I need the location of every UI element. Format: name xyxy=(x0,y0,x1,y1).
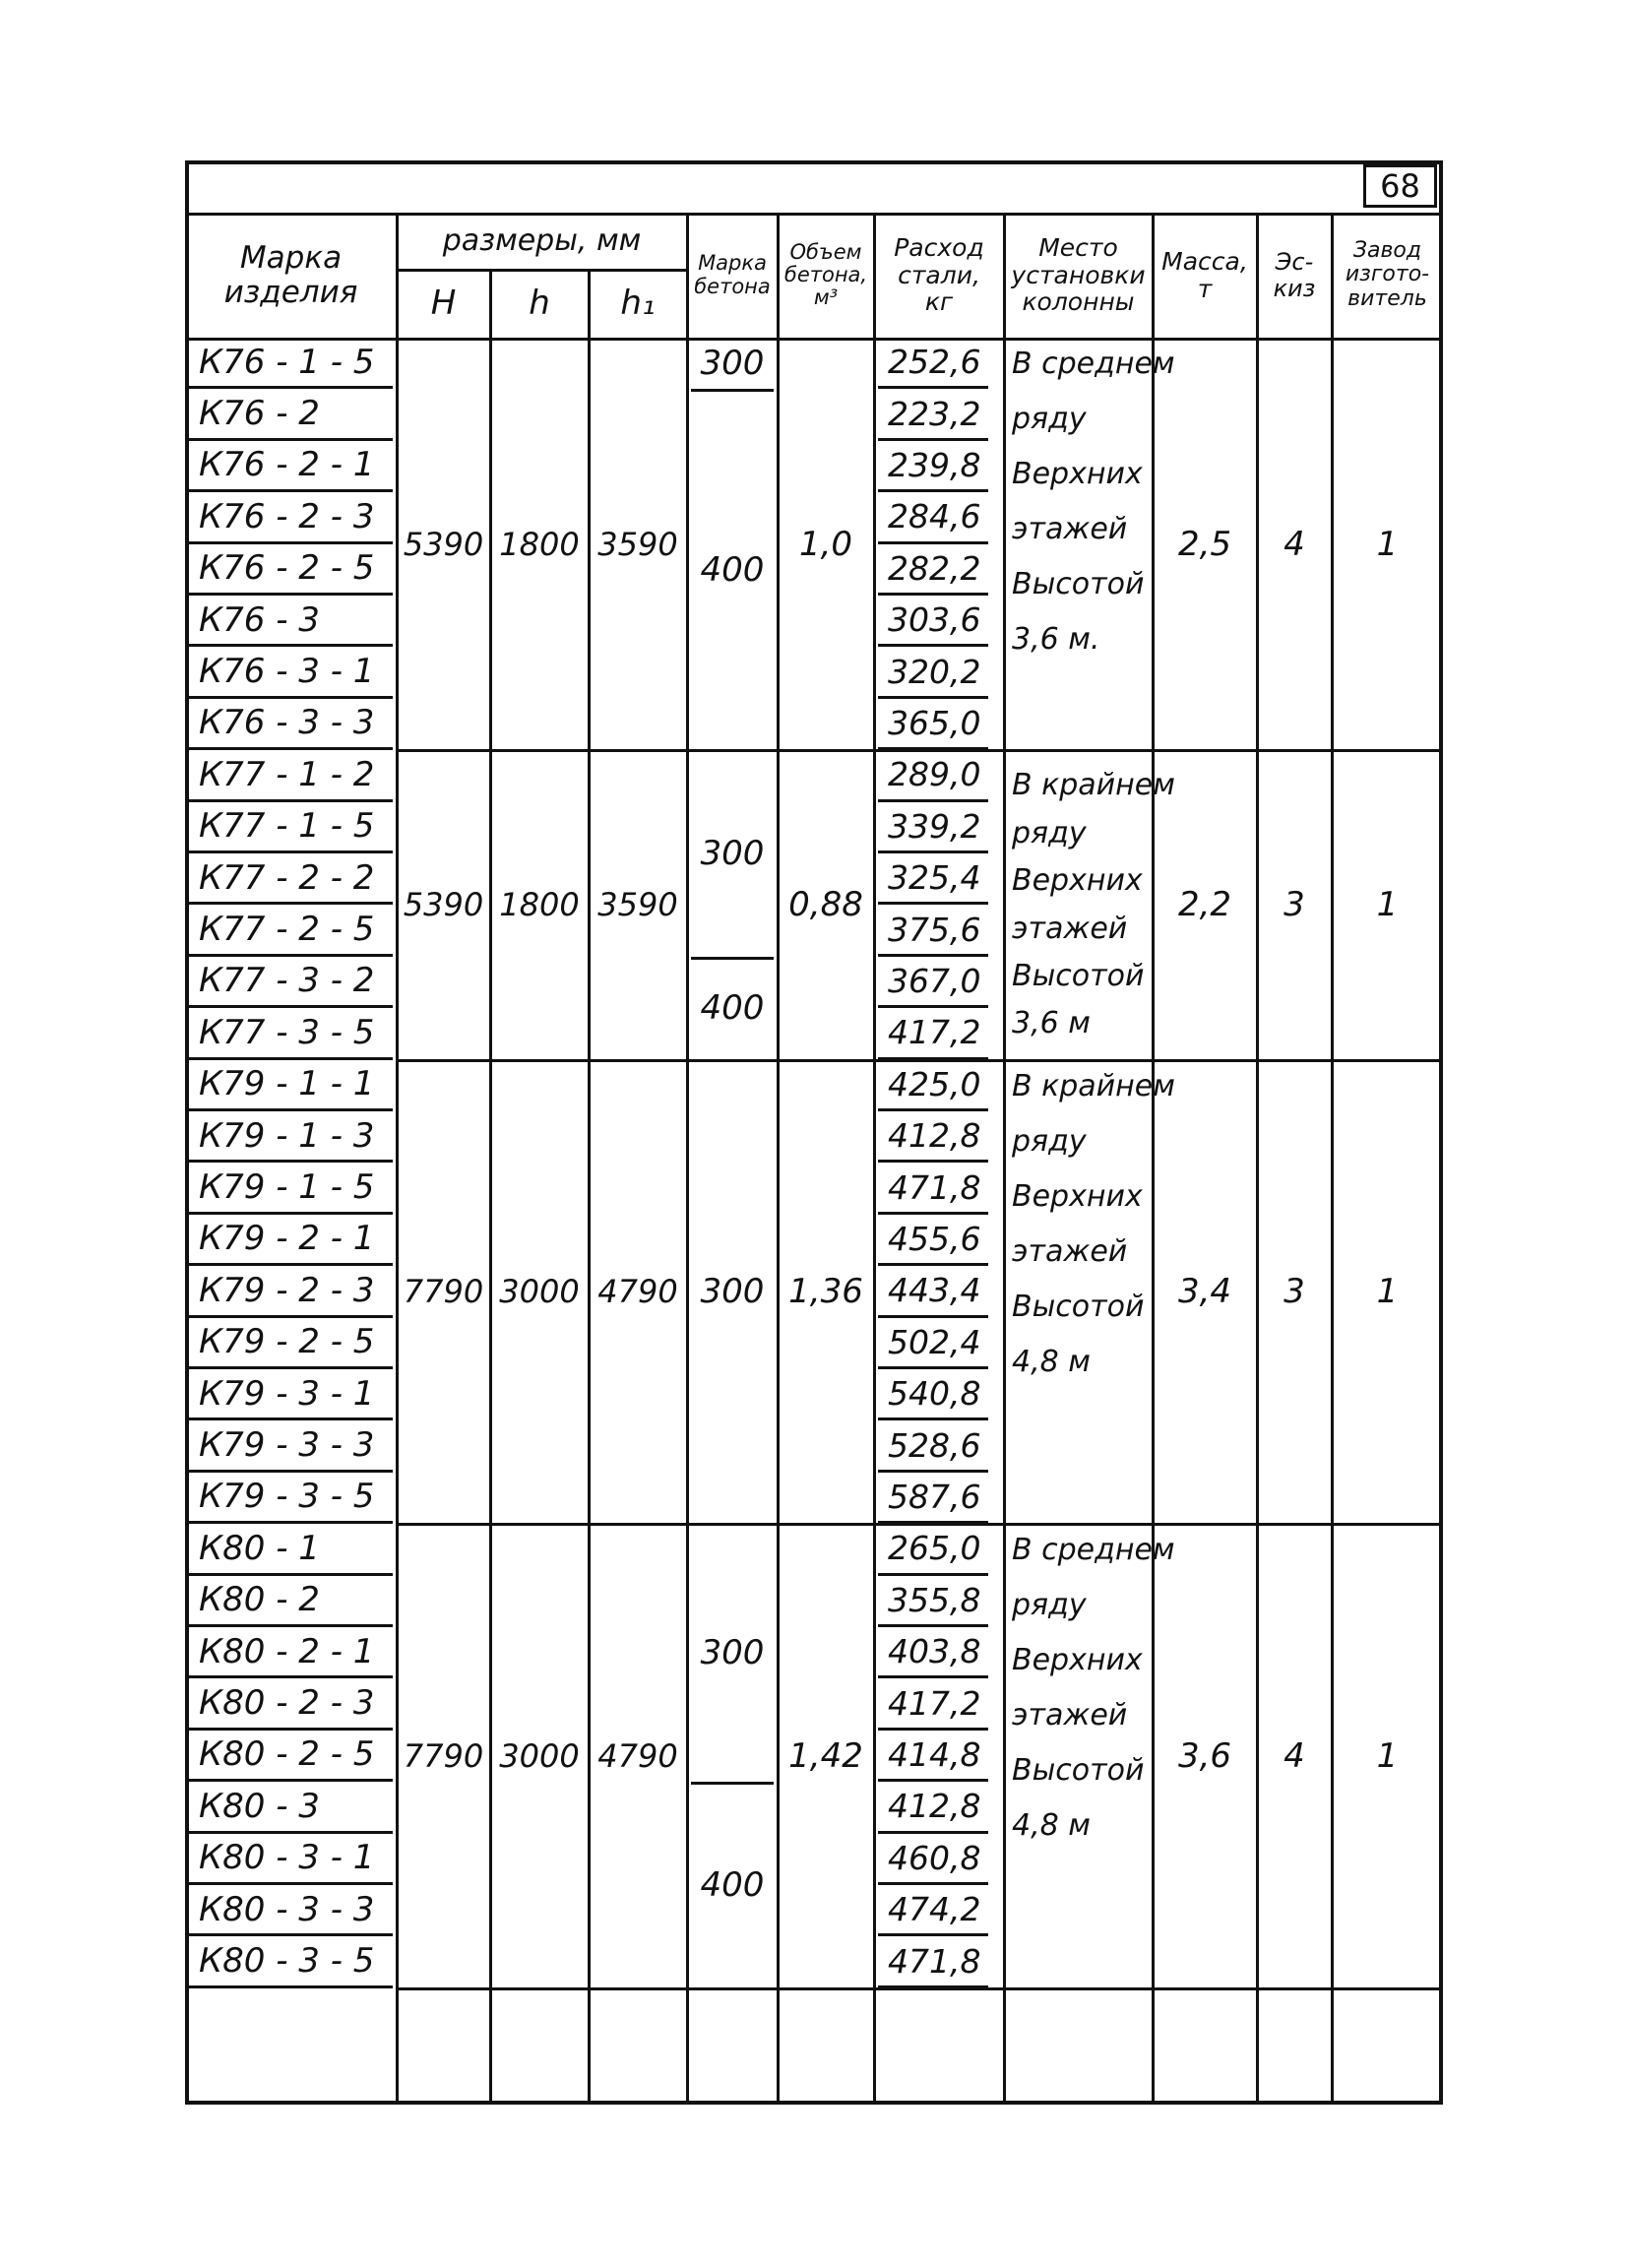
sketch-cell: 4 xyxy=(1284,1735,1305,1776)
mark-cell: К77 - 2 - 2 xyxy=(189,853,393,905)
steel-cell: 282,2 xyxy=(878,544,988,596)
dim-h-cell: 1800 xyxy=(499,525,580,563)
location-cell xyxy=(1012,1068,1175,1513)
mark-cell: К76 - 1 - 5 xyxy=(189,338,393,389)
dim-h1-cell: 4790 xyxy=(597,1736,678,1775)
mark-cell: К76 - 3 - 3 xyxy=(189,699,393,750)
concrete-grade-cell: 400 xyxy=(700,549,765,590)
location-line: этажей xyxy=(1012,512,1128,546)
header-dim-h: h xyxy=(529,284,550,323)
mark-cell: К79 - 3 - 5 xyxy=(189,1473,393,1524)
location-line: Верхних xyxy=(1012,863,1143,899)
location-line: Высотой xyxy=(1012,1753,1145,1789)
mark-cell: К79 - 2 - 1 xyxy=(189,1215,393,1266)
header-dim-H: H xyxy=(430,284,457,323)
steel-cell: 375,6 xyxy=(878,905,988,956)
mark-cell: К80 - 2 xyxy=(189,1576,393,1627)
mark-cell: К79 - 1 - 1 xyxy=(189,1060,393,1111)
mark-cell: К77 - 3 - 2 xyxy=(189,957,393,1008)
concrete-volume-cell: 1,42 xyxy=(788,1735,863,1776)
dim-H-cell: 5390 xyxy=(403,886,484,924)
mark-cell: К77 - 1 - 2 xyxy=(189,750,393,801)
steel-cell: 355,8 xyxy=(878,1576,988,1627)
header-dim-h1: h₁ xyxy=(620,284,656,323)
location-cell xyxy=(1012,762,1175,1047)
dim-h-cell: 3000 xyxy=(499,1736,580,1775)
steel-cell: 403,8 xyxy=(878,1627,988,1678)
location-line: 3,6 м xyxy=(1012,1006,1091,1041)
steel-cell: 417,2 xyxy=(878,1678,988,1730)
concrete-grade-cell: 300 xyxy=(700,1633,765,1673)
steel-cell: 252,6 xyxy=(878,338,988,389)
concrete-grade-cell: 300 xyxy=(700,344,765,384)
steel-cell: 223,2 xyxy=(878,389,988,440)
mark-cell: К80 - 2 - 3 xyxy=(189,1678,393,1730)
location-line: этажей xyxy=(1012,1233,1128,1269)
location-line: Высотой xyxy=(1012,958,1145,993)
concrete-volume-cell: 1,0 xyxy=(798,524,853,564)
spec-table-sheet xyxy=(185,160,1443,2105)
mark-cell: К80 - 2 - 1 xyxy=(189,1627,393,1678)
concrete-volume-cell: 0,88 xyxy=(788,885,863,925)
steel-cell: 474,2 xyxy=(878,1885,988,1936)
mark-cell: К77 - 3 - 5 xyxy=(189,1008,393,1059)
location-line: ряду xyxy=(1012,815,1087,850)
steel-cell: 303,6 xyxy=(878,596,988,647)
mark-cell: К77 - 1 - 5 xyxy=(189,802,393,853)
location-line: В крайнем xyxy=(1012,768,1175,803)
steel-cell: 455,6 xyxy=(878,1215,988,1266)
location-line: 4,8 м xyxy=(1012,1808,1091,1844)
steel-cell: 325,4 xyxy=(878,853,988,905)
header-dims: размеры, мм xyxy=(442,222,642,258)
concrete-volume-cell: 1,36 xyxy=(788,1272,863,1312)
steel-cell: 414,8 xyxy=(878,1731,988,1782)
steel-cell: 365,0 xyxy=(878,699,988,750)
mark-cell: К79 - 1 - 5 xyxy=(189,1163,393,1214)
steel-cell: 320,2 xyxy=(878,647,988,698)
dim-H-cell: 7790 xyxy=(403,1736,484,1775)
steel-cell: 265,0 xyxy=(878,1524,988,1575)
mark-cell: К76 - 3 - 1 xyxy=(189,647,393,698)
mark-cell: К76 - 2 - 1 xyxy=(189,441,393,492)
location-cell xyxy=(1012,1533,1175,1977)
mark-cell: К79 - 2 - 3 xyxy=(189,1266,393,1317)
location-line: этажей xyxy=(1012,911,1128,946)
factory-cell: 1 xyxy=(1376,885,1399,925)
dim-H-cell: 7790 xyxy=(403,1273,484,1311)
group-separator xyxy=(397,1987,1443,1990)
location-line: В среднем xyxy=(1012,346,1175,381)
mark-cell: К80 - 3 - 1 xyxy=(189,1834,393,1885)
concrete-grade-cell: 300 xyxy=(700,833,765,873)
location-line: Верхних xyxy=(1012,1643,1143,1678)
sketch-cell: 4 xyxy=(1284,524,1305,564)
mark-cell: К79 - 3 - 3 xyxy=(189,1420,393,1472)
steel-cell: 289,0 xyxy=(878,750,988,801)
dim-h1-cell: 3590 xyxy=(597,886,678,924)
dim-H-cell: 5390 xyxy=(403,525,484,563)
concrete-grade-cell: 400 xyxy=(700,1864,765,1905)
dim-h-cell: 3000 xyxy=(499,1273,580,1311)
location-line: этажей xyxy=(1012,1698,1128,1733)
steel-cell: 412,8 xyxy=(878,1782,988,1833)
sketch-cell: 3 xyxy=(1284,885,1305,925)
header-concrete-grade: Марка бетона xyxy=(694,251,771,298)
location-line: 3,6 м. xyxy=(1012,622,1100,657)
steel-cell: 239,8 xyxy=(878,441,988,492)
header-location: Место установки колонны xyxy=(1011,233,1146,317)
mark-cell: К79 - 1 - 3 xyxy=(189,1111,393,1163)
mark-cell: К76 - 2 xyxy=(189,389,393,440)
column-rule-7 xyxy=(1003,213,1006,2105)
mark-cell: К80 - 1 xyxy=(189,1524,393,1575)
concrete-grade-cell: 400 xyxy=(700,988,765,1029)
dim-h1-cell: 3590 xyxy=(597,525,678,563)
mark-cell: К79 - 3 - 1 xyxy=(189,1369,393,1420)
sketch-cell: 3 xyxy=(1284,1272,1305,1312)
steel-cell: 425,0 xyxy=(878,1060,988,1111)
mass-cell: 2,2 xyxy=(1177,885,1232,925)
factory-cell: 1 xyxy=(1376,1272,1399,1312)
steel-cell: 417,2 xyxy=(878,1008,988,1059)
location-line: В крайнем xyxy=(1012,1068,1175,1103)
steel-cell: 443,4 xyxy=(878,1266,988,1317)
mark-cell: К77 - 2 - 5 xyxy=(189,905,393,956)
mass-cell: 3,6 xyxy=(1177,1735,1232,1776)
location-line: ряду xyxy=(1012,1123,1087,1159)
steel-cell: 471,8 xyxy=(878,1163,988,1214)
header-factory: Завод изгото- витель xyxy=(1345,238,1430,311)
header-sketch: Эс- киз xyxy=(1273,248,1316,302)
header-mark: Марка изделия xyxy=(223,240,358,310)
location-line: Верхних xyxy=(1012,457,1143,491)
location-line: В среднем xyxy=(1012,1533,1175,1568)
page-number: 68 xyxy=(1363,164,1437,208)
mark-cell: К76 - 3 xyxy=(189,596,393,647)
factory-cell: 1 xyxy=(1376,1735,1399,1776)
dim-h1-cell: 4790 xyxy=(597,1273,678,1311)
location-line: ряду xyxy=(1012,402,1087,436)
mark-cell: К80 - 2 - 5 xyxy=(189,1731,393,1782)
steel-cell: 367,0 xyxy=(878,957,988,1008)
dim-h-cell: 1800 xyxy=(499,886,580,924)
mark-cell: К76 - 2 - 3 xyxy=(189,492,393,543)
mark-cell: К76 - 2 - 5 xyxy=(189,544,393,596)
steel-cell: 339,2 xyxy=(878,802,988,853)
steel-cell: 502,4 xyxy=(878,1318,988,1369)
steel-cell: 587,6 xyxy=(878,1473,988,1524)
concrete-grade-cell: 300 xyxy=(700,1272,765,1312)
header-mass: Масса, т xyxy=(1161,247,1248,303)
location-line: Верхних xyxy=(1012,1178,1143,1214)
location-line: Высотой xyxy=(1012,1289,1145,1324)
mark-cell: К80 - 3 xyxy=(189,1782,393,1833)
mark-cell: К80 - 3 - 3 xyxy=(189,1885,393,1936)
location-cell xyxy=(1012,346,1175,738)
steel-cell: 540,8 xyxy=(878,1369,988,1420)
mass-cell: 3,4 xyxy=(1177,1272,1232,1312)
steel-cell: 412,8 xyxy=(878,1111,988,1163)
steel-cell: 460,8 xyxy=(878,1834,988,1885)
factory-cell: 1 xyxy=(1376,524,1399,564)
location-line: 4,8 м xyxy=(1012,1344,1091,1379)
mass-cell: 2,5 xyxy=(1177,524,1232,564)
steel-cell: 471,8 xyxy=(878,1936,988,1987)
mark-cell: К79 - 2 - 5 xyxy=(189,1318,393,1369)
steel-cell: 528,6 xyxy=(878,1420,988,1472)
mark-cell: К80 - 3 - 5 xyxy=(189,1936,393,1987)
header-concrete-volume: Объем бетона, м³ xyxy=(783,239,868,310)
location-line: ряду xyxy=(1012,1588,1087,1623)
location-line: Высотой xyxy=(1012,567,1145,601)
steel-cell: 284,6 xyxy=(878,492,988,543)
header-steel: Расход стали, кг xyxy=(894,233,984,317)
